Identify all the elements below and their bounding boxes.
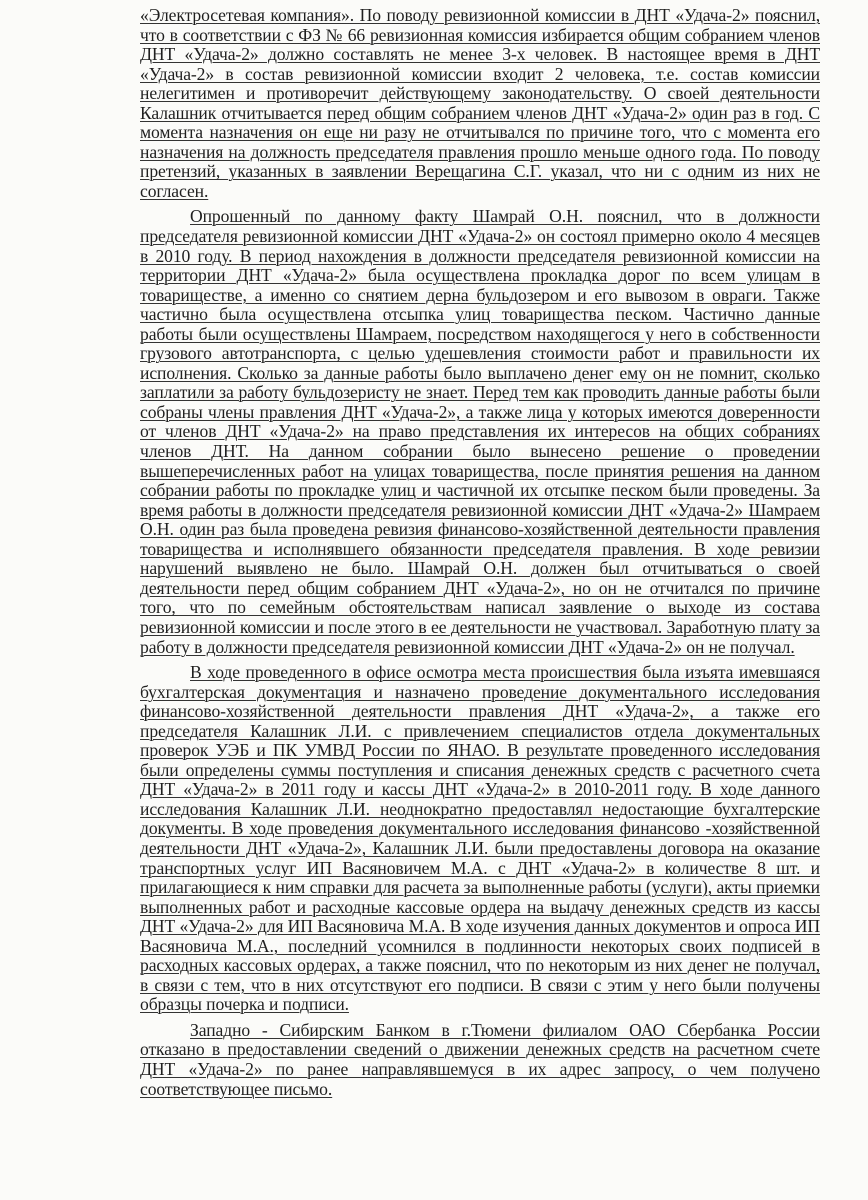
paragraph-electro-company: «Электросетевая компания». По поводу ревизионной комиссии в ДНТ «Удача-2» пояснил, что в соответствии с ФЗ № 66 ревизионная комиссия избирается общим собранием членов ДНТ «Удача-2» должно составлять не менее 3-х человек. В настоящее время в ДНТ «Удача-2» в состав ревизионной комиссии входит 2 человека, т.е. состав комиссии нелегитимен и противоречит действующему законодательству. О своей деятельности Калашник отчитывается перед общим собранием членов ДНТ «Удача-2» один раз в год. С момента назначения он еще ни разу не отчитывался по причине того, что с момента его назначения на должность председателя правления прошло меньше одного года. По поводу претензий, указанных в заявлении Верещагина С.Г. указал, что ни с одним из них не согласен.: [140, 5, 820, 201]
paragraph-documentary-investigation: В ходе проведенного в офисе осмотра места происшествия была изъята имевшаяся бухгалтерская документация и назначено проведение документального исследования финансово-хозяйственной деятельности правления ДНТ «Удача-2», а также его председателя Калашник Л.И. с привлечением специалистов отдела документальных проверок УЭБ и ПК УМВД России по ЯНАО. В результате проведенного исследования были определены суммы поступления и списания денежных средств с расчетного счета ДНТ «Удача-2» в 2011 году и кассы ДНТ «Удача-2» в 2010-2011 году. В ходе данного исследования Калашник Л.И. неоднократно предоставлял недостающие бухгалтерские документы. В ходе проведения документального исследования финансово -хозяйственной деятельности ДНТ «Удача-2», Калашник Л.И. были предоставлены договора на оказание транспортных услуг ИП Васяновичем М.А. с ДНТ «Удача-2» в количестве 8 шт. и прилагающиеся к ним справки для расчета за выполненные работы (услуги), акты приемки выполненных работ и расходные кассовые ордера на выдачу денежных средств из кассы ДНТ «Удача-2» для ИП Васяновича М.А. В ходе изучения данных документов и опроса ИП Васяновича М.А., последний усомнился в подлинности некоторых своих подписей в расходных кассовых ордерах, а также пояснил, что по некоторым из них денег не получал, в связи с тем, что в них отсутствуют его подписи. В связи с этим у него были получены образцы почерка и подписи.: [140, 662, 820, 1015]
paragraph-shamray-statement: Опрошенный по данному факту Шамрай О.Н. пояснил, что в должности председателя ревизионной комиссии ДНТ «Удача-2» он состоял примерно около 4 месяцев в 2010 году. В период нахождения в должности председателя ревизионной комиссии на территории ДНТ «Удача-2» была осуществлена прокладка дорог по всем улицам в товариществе, а именно со снятием дерна бульдозером и его вывозом в овраги. Также частично была осуществлена отсыпка улиц товарищества песком. Частично данные работы были осуществлены Шамраем, посредством находящегося у него в собственности грузового автотранспорта, с целью удешевления стоимости работ и правильности их исполнения. Сколько за данные работы было выплачено денег ему он не помнит, сколько заплатили за работу бульдозеристу не знает. Перед тем как проводить данные работы были собраны члены правления ДНТ «Удача-2», а также лица у которых имеются доверенности от членов ДНТ «Удача-2» на право представления их интересов на общих собраниях членов ДНТ. На данном собрании было вынесено решение о проведении вышеперечисленных работ на улицах товарищества, после принятия решения на данном собрании работы по прокладке улиц и частичной их отсыпке песком были проведены. За время работы в должности председателя ревизионной комиссии ДНТ «Удача-2» Шамраем О.Н. один раз была проведена ревизия финансово-хозяйственной деятельности правления товарищества и исполнявшего обязанности председателя правления. В ходе ревизии нарушений выявлено не было. Шамрай О.Н. должен был отчитываться о своей деятельности перед общим собранием ДНТ «Удача-2», но он не отчитался по причине того, что по семейным обстоятельствам написал заявление о выходе из состава ревизионной комиссии и после этого в ее деятельности не участвовал. Заработную плату за работу в должности председателя ревизионной комиссии ДНТ «Удача-2» он не получал.: [140, 206, 820, 657]
paragraph-sberbank-refusal: Западно - Сибирским Банком в г.Тюмени филиалом ОАО Сбербанка России отказано в предоставлении сведений о движении денежных средств на расчетном счете ДНТ «Удача-2» по ранее направлявшемуся в их адрес запросу, о чем получено соответствующее письмо.: [140, 1019, 820, 1099]
